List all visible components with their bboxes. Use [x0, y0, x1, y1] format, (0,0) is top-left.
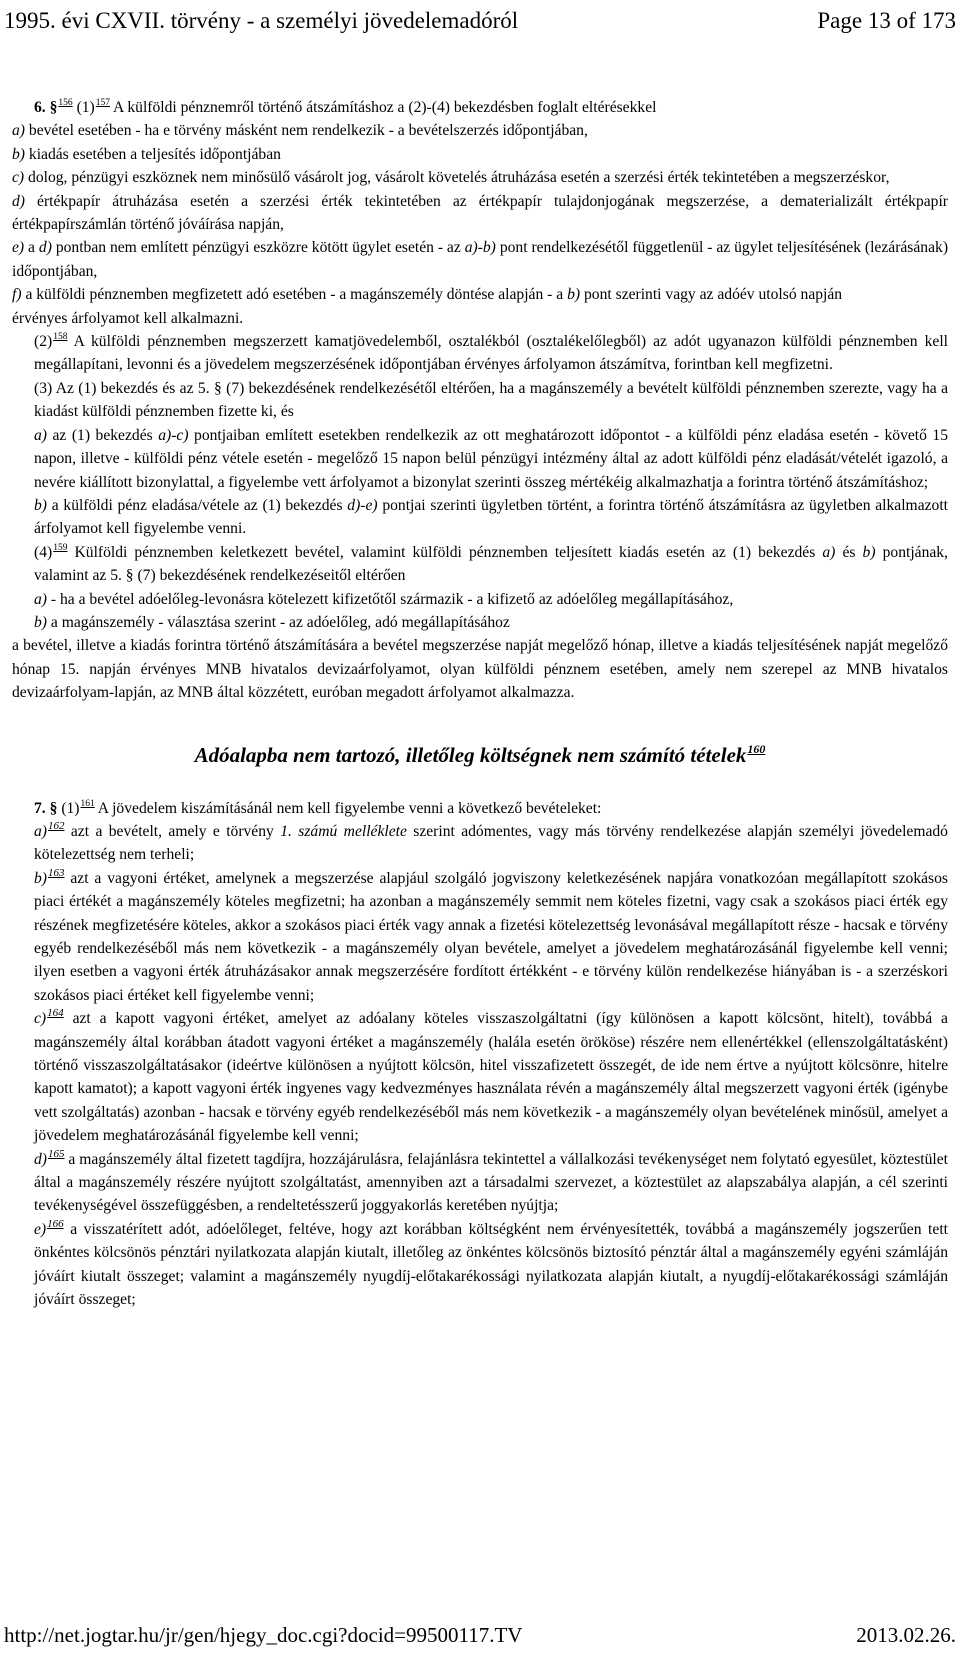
section-number: 7.	[34, 799, 46, 817]
item-text: pontjaiban említett esetekben rendelkezik az ott meghatározott időpontot - a külföldi pénz eladása esetén - követő 15 napon, illetve - külföldi pénz vétele esetén - megelőző 15 napon belül pénzügyi intézmény által az adott külföldi pénz eladását/vételét igazoló, a nevére kiállított bizonylattal, a figyelembe vett árfolyamot a bizonylat szerinti összeg mértékéig alkalmazhatja a forintra történő átszámításhoz;	[34, 426, 949, 491]
item-label: e)	[34, 1220, 47, 1238]
list-item	[12, 236, 948, 283]
paragraph-text: A külföldi pénznemről történő átszámításhoz a (2)-(4) bekezdésben foglalt eltérésekkel	[113, 99, 657, 116]
page-footer	[4, 1620, 956, 1650]
section-6-intro	[12, 96, 948, 119]
item-text: a magánszemély által fizetett tagdíjra, hozzájárulásra, felajánlásra tekintettel a vállalkozási tevékenységet nem folytató egyesület, köztestület által a magánszemély részére nyújtott szolgáltatást, amennyiben azt a társadalmi szervezet, a köztestület az alapszabálya alapján, a cél szerinti tevékenységével összefüggésben, a rendeltetésszerű joggyakorlás keretében nyújtja;	[34, 1150, 948, 1215]
footnote-link[interactable]: 161	[80, 798, 95, 809]
paragraph-text: A jövedelem kiszámításánál nem kell figyelembe venni a következő bevételeket:	[97, 799, 602, 817]
list-item	[12, 1007, 948, 1147]
item-text: pontjai szerinti ügyletben történt, a forintra történő átszámításra az ügyletben alkalmazott árfolyamot kell figyelembe venni.	[34, 496, 948, 538]
item-text: a magánszemély - választása szerint - az adóelőleg, adó megállapításához	[50, 613, 510, 631]
item-text: - ha a bevétel adóelőleg-levonásra kötelezett kifizetőtől származik - a kifizető az adóelőleg megállapításához,	[50, 590, 734, 608]
item-label: a)	[34, 822, 47, 840]
item-text: szerint adómentes, vagy más törvény rendelkezése alapján személyi jövedelemadó kötelezettség nem terheli;	[34, 822, 948, 864]
section-number: 6.	[34, 99, 46, 116]
list-item	[12, 1218, 948, 1312]
item-ref: a)-b)	[464, 239, 496, 257]
list-item	[12, 867, 948, 1007]
list-item	[12, 119, 948, 142]
item-text: a külföldi pénz eladása/vétele az (1) bekezdés	[51, 496, 343, 514]
footnote-link[interactable]: 166	[47, 1217, 64, 1230]
paragraph-text: A külföldi pénznemben megszerzett kamatjövedelemből, osztalékból (osztalékelőlegből) az adót ugyanazon külföldi pénznemben kell megállapítani, levonni és a jövedelem megszerzésének időpontjában érvényes árfolyamon átszámítva, forintban kell megfizetni.	[34, 333, 948, 374]
item-text: kiadás esetében a teljesítés időpontjában	[28, 145, 281, 163]
paragraph-3: (3) Az (1) bekezdés és az 5. § (7) bekezdésének rendelkezésétől eltérően, ha a magánszemély a bevételt külföldi pénznemben szerezte, vagy ha a kiadást külföldi pénznemben fizette ki, és	[34, 379, 948, 421]
list-item	[12, 190, 948, 237]
footnote-link[interactable]: 163	[48, 866, 65, 879]
item-ref: d)-e)	[347, 496, 378, 514]
section-sign: §	[49, 799, 58, 817]
item-text: azt a bevételt, amely e törvény	[70, 822, 274, 840]
list-item	[12, 143, 948, 166]
paragraph-number: (4)	[34, 543, 53, 561]
paragraph-text: és	[842, 543, 856, 561]
item-label: b)	[12, 145, 25, 163]
item-ref: 1. számú melléklete	[280, 822, 407, 840]
list-item	[12, 611, 948, 634]
print-date: 2013.02.26.	[856, 1623, 956, 1647]
item-ref: d)	[38, 239, 52, 257]
source-url[interactable]: http://net.jogtar.hu/jr/gen/hjegy_doc.cgi?docid=99500117.TV	[4, 1623, 523, 1647]
list-item	[12, 820, 948, 867]
item-label: a)	[12, 122, 25, 140]
document-body	[12, 96, 948, 1312]
document-title: 1995. évi CXVII. törvény - a személyi jövedelemadóról	[4, 8, 519, 33]
item-label: c)	[12, 169, 25, 187]
item-text: a	[28, 239, 35, 257]
closing-line: érvényes árfolyamot kell alkalmazni.	[12, 309, 244, 327]
page-header	[4, 4, 956, 38]
footnote-link[interactable]: 162	[48, 819, 65, 832]
list-item	[12, 166, 948, 189]
item-text: pont rendelkezésétől függetlenül - az ügylet teljesítésének (lezárásának) időpontjában,	[12, 239, 949, 280]
item-text: bevétel esetében - ha e törvény másként nem rendelkezik - a bevételszerzés időpontjában,	[28, 122, 588, 140]
item-text: a külföldi pénznemben megfizetett adó esetében - a magánszemély döntése alapján - a	[25, 286, 564, 304]
list-item	[12, 283, 948, 306]
page-number: Page 13 of 173	[817, 8, 956, 33]
paragraph-number: (2)	[34, 333, 53, 351]
item-ref: b)	[567, 286, 581, 304]
item-text: pontban nem említett pénzügyi eszközre kötött ügylet esetén - az	[55, 239, 461, 257]
paragraph-number: (1)	[76, 99, 95, 116]
item-label: e)	[12, 239, 25, 257]
item-ref: b)	[862, 543, 876, 561]
footnote-link[interactable]: 157	[95, 98, 110, 108]
list-item	[12, 494, 948, 541]
section-sign: §	[49, 99, 58, 116]
paragraph-text: Külföldi pénznemben keletkezett bevétel, valamint külföldi pénznemben teljesített kiadás esetén az (1) bekezdés	[74, 543, 816, 561]
paragraph-number: (1)	[61, 799, 80, 817]
footnote-link[interactable]: 160	[747, 741, 766, 756]
footnote-link[interactable]: 165	[48, 1147, 65, 1160]
item-text: az (1) bekezdés	[52, 426, 153, 444]
item-ref: a)	[822, 543, 836, 561]
list-item	[12, 424, 948, 494]
item-ref: a)-c)	[158, 426, 189, 444]
section-heading	[12, 741, 948, 769]
item-text: azt a kapott vagyoni értéket, amelyet az adóalany köteles visszaszolgáltatni (így különösen a kapott kölcsönt, hitelt), továbbá a magánszemély által korábban átadott vagyoni értéket a magánszemély (halála esetén örököse) részére nem ellenértékkel (ellenszolgáltatásként) történő visszaszolgáltatásakor (ideértve különösen a nyújtott kölcsön, hitel visszafizetett összegét, de ide nem értve a nyújtott kölcsönre, hitelre kapott kamatot); a kapott vagyoni érték ingyenes vagy kedvezményes használata révén a magánszemély által megszerzett vagyoni érték (igénybe vett szolgáltatás) azonban - hacsak e törvény egyéb rendelkezéséből más nem következik - a magánszemély olyan bevételének minősül, amelyet a jövedelem meghatározásánál figyelembe kell venni;	[34, 1010, 948, 1145]
paragraph-4	[12, 541, 948, 588]
paragraph-4-closing: a bevétel, illetve a kiadás forintra történő átszámítására a bevétel megszerzése napját megelőző hónap, illetve a kiadás teljesítésének napját megelőző hónap 15. napján érvényes MNB hivatalos devizaárfolyamot, olyan külföldi pénznem esetében, amely nem szerepel az MNB hivatalos devizaárfolyam-lapján, az MNB által közzétett, euróban megadott árfolyamot alkalmazza.	[12, 637, 948, 702]
item-label: a)	[34, 590, 47, 608]
item-label: b)	[34, 613, 47, 631]
item-label: d)	[12, 192, 25, 210]
item-label: b)	[34, 869, 47, 887]
list-item	[12, 1148, 948, 1218]
section-7-intro	[12, 797, 948, 820]
item-text: pont szerinti vagy az adóév utolsó napján	[584, 286, 843, 304]
footnote-link[interactable]: 164	[47, 1007, 64, 1020]
footnote-link[interactable]: 156	[58, 98, 73, 108]
item-label: d)	[34, 1150, 47, 1168]
footnote-link[interactable]: 159	[53, 542, 68, 553]
item-text: értékpapír átruházása esetén a szerzési érték tekintetében az értékpapír tulajdonjogának megszerzése, a dematerializált értékpapír értékpapírszámlán történő jóváírása napján,	[12, 192, 948, 234]
item-label: f)	[12, 286, 22, 304]
item-text: a visszatérített adót, adóelőleget, feltéve, hogy azt korábban költségként nem érvényesítették, továbbá a magánszemély jogszerűen tett önkéntes kölcsönös pénztári nyilatkozata alapján kiutalt, illetőleg az önkéntes kölcsönös biztosító pénztár által a magánszemély egyéni számláján jóváírt kiutalt összeget; valamint a magánszemély nyugdíj-előtakarékossági nyilatkozata alapján kiutalt, a nyugdíj-előtakarékossági számláján jóváírt összeget;	[34, 1220, 948, 1309]
item-text: azt a vagyoni értéket, amelynek a megszerzése alapjául szolgáló jogviszony keletkezésének napjára vonatkozóan megállapított szokásos piaci értékét a magánszemély köteles megfizetni; ha azonban a magánszemély semmit nem köteles fizetni, vagy csak a szokásos piaci érték egy részének megfizetésére köteles, akkor a szokásos piaci érték vagy annak a fizetési kötelezettség levonásával megállapított része - hacsak e törvény egyéb rendelkezéséből más nem következik - a magánszemély olyan bevétele, amelyet a jövedelem meghatározásánál figyelembe kell venni; ilyen esetben a vagyoni érték átruházásakor annak megszerzésére fordított értékként - e törvény külön rendelkezése hiányában is - a szerzéskori szokásos piaci értéket kell figyelembe venni;	[34, 869, 948, 1004]
item-label: c)	[34, 1010, 47, 1028]
list-item	[12, 588, 948, 611]
footnote-link[interactable]: 158	[53, 332, 68, 343]
item-label: b)	[34, 496, 47, 514]
item-label: a)	[34, 426, 47, 444]
paragraph-text: pontjának, valamint az 5. § (7) bekezdésének rendelkezéseitől eltérően	[34, 543, 948, 585]
paragraph-2	[12, 330, 948, 377]
item-text: dolog, pénzügyi eszköznek nem minősülő vásárolt jog, vásárolt követelés átruházása esetén a szerzési érték tekintetében a megszerzéskor,	[28, 169, 890, 187]
heading-text: Adóalapba nem tartozó, illetőleg költségnek nem számító tételek	[194, 742, 747, 767]
